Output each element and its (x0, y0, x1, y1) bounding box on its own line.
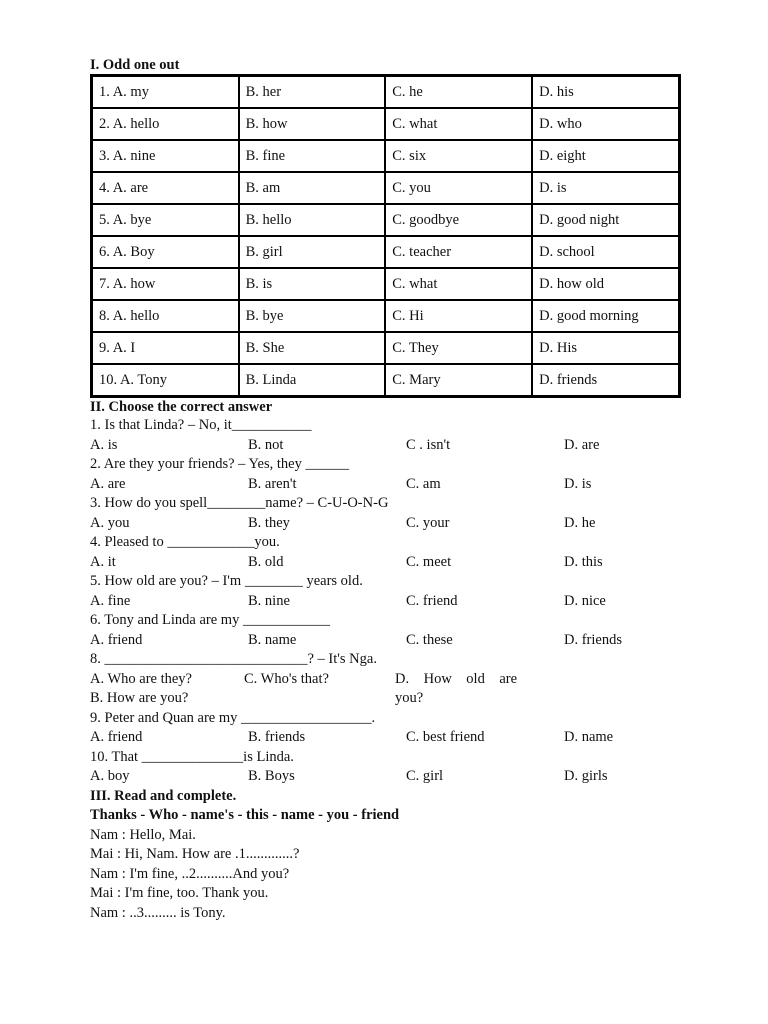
odd-one-out-cell: B. fine (239, 140, 386, 172)
q10-option-d: D. girls (564, 768, 608, 784)
q8-option-d-continued: you? (395, 690, 424, 706)
question-10: 10. That ______________is Linda. (90, 748, 294, 765)
q2-option-c: C. am (406, 475, 441, 492)
odd-one-out-cell: D. his (532, 76, 679, 108)
q10-option-c: C. girl (406, 768, 444, 784)
question-1: 1. Is that Linda? – No, it___________ (90, 417, 312, 433)
q8-option-a: A. Who are they? (90, 670, 192, 687)
dialogue-line: Mai : Hi, Nam. How are .1.............? (90, 846, 300, 862)
q1-option-a: A. is (90, 436, 118, 453)
q1-option-c: C . isn't (406, 436, 451, 453)
dialogue-line: Nam : Hello, Mai. (90, 826, 196, 843)
q10-option-b: B. Boys (248, 768, 295, 784)
odd-one-out-cell: 7. A. how (92, 268, 239, 300)
q3-option-d: D. he (564, 514, 596, 531)
odd-one-out-cell: 1. A. my (92, 76, 239, 108)
question-8: 8. ____________________________? – It's Nga. (90, 651, 377, 667)
odd-one-out-cell: B. girl (239, 236, 386, 268)
question-3: 3. How do you spell________name? – C-U-O-N-G (90, 495, 389, 511)
odd-one-out-row (92, 236, 679, 268)
q3-option-a: A. you (90, 514, 130, 531)
question-6-options (90, 631, 690, 651)
odd-one-out-cell: D. His (532, 332, 679, 364)
q2-option-a: A. are (90, 475, 126, 492)
odd-one-out-cell: C. goodbye (385, 204, 532, 236)
odd-one-out-cell: B. Linda (239, 364, 386, 396)
q5-option-b: B. nine (248, 592, 290, 609)
question-9-options (90, 728, 690, 748)
odd-one-out-row (92, 268, 679, 300)
section-1-title: I. Odd one out (90, 57, 180, 73)
odd-one-out-row (92, 332, 679, 364)
odd-one-out-cell: 6. A. Boy (92, 236, 239, 268)
odd-one-out-cell: D. is (532, 172, 679, 204)
q5-option-a: A. fine (90, 592, 131, 609)
odd-one-out-cell: C. you (385, 172, 532, 204)
q3-option-c: C. your (406, 514, 450, 531)
odd-one-out-cell: C. Hi (385, 300, 532, 332)
question-2: 2. Are they your friends? – Yes, they ______ (90, 456, 349, 472)
worksheet (90, 56, 690, 923)
odd-one-out-cell: B. is (239, 268, 386, 300)
odd-one-out-row (92, 364, 679, 396)
odd-one-out-cell: C. They (385, 332, 532, 364)
q4-option-d: D. this (564, 553, 603, 570)
odd-one-out-cell: B. her (239, 76, 386, 108)
odd-one-out-cell: B. how (239, 108, 386, 140)
odd-one-out-cell: C. teacher (385, 236, 532, 268)
question-6: 6. Tony and Linda are my ____________ (90, 612, 330, 628)
odd-one-out-table (90, 74, 681, 398)
question-3-options (90, 514, 690, 534)
q10-option-a: A. boy (90, 768, 130, 784)
q4-option-b: B. old (248, 553, 284, 570)
q2-option-b: B. aren't (248, 475, 297, 492)
word-bank: Thanks - Who - name's - this - name - you - friend (90, 807, 400, 823)
odd-one-out-row (92, 172, 679, 204)
question-5-options (90, 592, 690, 612)
q9-option-c: C. best friend (406, 729, 485, 745)
q3-option-b: B. they (248, 514, 290, 531)
question-9: 9. Peter and Quan are my __________________. (90, 709, 376, 726)
odd-one-out-cell: C. what (385, 108, 532, 140)
question-8-options (90, 670, 690, 709)
q6-option-d: D. friends (564, 631, 622, 648)
question-4-options (90, 553, 690, 573)
q6-option-a: A. friend (90, 631, 143, 648)
odd-one-out-cell: B. am (239, 172, 386, 204)
odd-one-out-cell: C. what (385, 268, 532, 300)
odd-one-out-cell: D. who (532, 108, 679, 140)
question-10-options (90, 767, 690, 787)
odd-one-out-cell: 10. A. Tony (92, 364, 239, 396)
odd-one-out-cell: C. Mary (385, 364, 532, 396)
odd-one-out-cell: 9. A. I (92, 332, 239, 364)
odd-one-out-cell: 3. A. nine (92, 140, 239, 172)
dialogue-line: Nam : ..3......... is Tony. (90, 904, 226, 921)
odd-one-out-cell: 2. A. hello (92, 108, 239, 140)
odd-one-out-row (92, 300, 679, 332)
q9-option-a: A. friend (90, 729, 143, 745)
q4-option-a: A. it (90, 553, 116, 570)
q8-option-c: C. Who's that? (244, 670, 329, 687)
odd-one-out-cell: 4. A. are (92, 172, 239, 204)
q1-option-b: B. not (248, 436, 284, 453)
question-2-options (90, 475, 690, 495)
odd-one-out-cell: 5. A. bye (92, 204, 239, 236)
odd-one-out-cell: 8. A. hello (92, 300, 239, 332)
odd-one-out-row (92, 140, 679, 172)
odd-one-out-cell: C. six (385, 140, 532, 172)
odd-one-out-cell: D. good night (532, 204, 679, 236)
q6-option-c: C. these (406, 631, 453, 648)
q5-option-d: D. nice (564, 592, 606, 609)
question-4: 4. Pleased to ____________you. (90, 534, 280, 550)
odd-one-out-cell: D. friends (532, 364, 679, 396)
q8-option-d: D. How old are (395, 670, 518, 687)
q1-option-d: D. are (564, 436, 600, 453)
q4-option-c: C. meet (406, 553, 452, 570)
odd-one-out-cell: B. hello (239, 204, 386, 236)
question-1-options (90, 436, 690, 456)
q9-option-d: D. name (564, 729, 614, 745)
odd-one-out-cell: D. how old (532, 268, 679, 300)
odd-one-out-cell: D. school (532, 236, 679, 268)
q6-option-b: B. name (248, 631, 297, 648)
q9-option-b: B. friends (248, 729, 306, 745)
odd-one-out-cell: D. good morning (532, 300, 679, 332)
odd-one-out-cell: B. bye (239, 300, 386, 332)
odd-one-out-row (92, 76, 679, 108)
odd-one-out-cell: B. She (239, 332, 386, 364)
q8-option-b: B. How are you? (90, 690, 189, 706)
dialogue-line: Nam : I'm fine, ..2..........And you? (90, 865, 290, 882)
odd-one-out-row (92, 108, 679, 140)
section-3-title: III. Read and complete. (90, 787, 237, 804)
dialogue-line: Mai : I'm fine, too. Thank you. (90, 885, 269, 901)
odd-one-out-cell: D. eight (532, 140, 679, 172)
q5-option-c: C. friend (406, 592, 458, 609)
odd-one-out-row (92, 204, 679, 236)
question-5: 5. How old are you? – I'm ________ years old. (90, 573, 363, 589)
odd-one-out-cell: C. he (385, 76, 532, 108)
q2-option-d: D. is (564, 475, 592, 492)
section-2-title: II. Choose the correct answer (90, 399, 273, 415)
